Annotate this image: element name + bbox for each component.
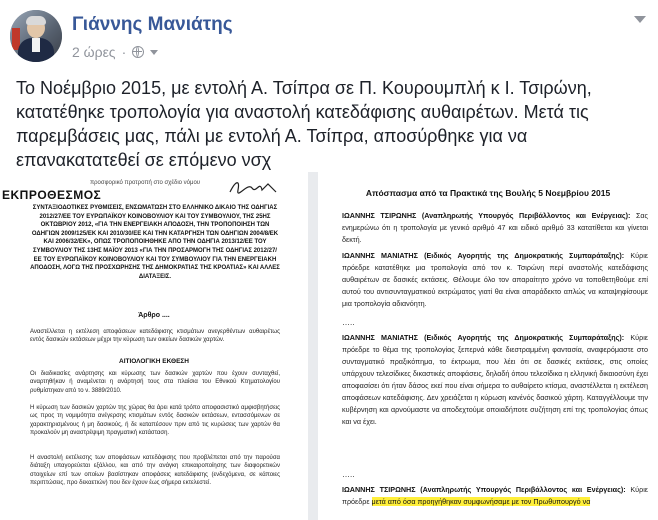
doc-top-line: προσφορικό προτροπή στο σχέδιο νόμου: [90, 180, 201, 186]
minutes-speech-4: [342, 484, 648, 508]
minutes-title: Απόσπασμα από τα Πρακτικά της Βουλής 5 Νοεμβρίου 2015: [365, 188, 611, 198]
doc-article-label: Άρθρο ....: [138, 312, 170, 319]
audience-caret-icon[interactable]: [150, 50, 158, 55]
chevron-down-icon[interactable]: [634, 16, 646, 23]
post-meta: [72, 44, 158, 60]
speaker-3: ΙΩΑΝΝΗΣ ΜΑΝΙΑΤΗΣ (Ειδικός Αγορητής της Δημοκρατικής Συμπαράταξης):: [342, 333, 625, 342]
post-header: [10, 10, 650, 64]
minutes-speech-3: [342, 332, 648, 428]
late-filing-stamp: ΕΚΠΡΟΘΕΣΜΟΣ: [2, 188, 102, 202]
parliament-minutes-image[interactable]: [318, 172, 658, 520]
omission-dots-1: …..: [342, 318, 355, 327]
minutes-speech-1: [342, 210, 648, 246]
highlighted-text: μετά από όσα προηγήθηκαν συμφωνήσαμε με τον Πρωθυπουργό να: [371, 497, 591, 506]
minutes-speech-2: [342, 250, 648, 310]
speech-2-text: Κύριε πρόεδρε κατατέθηκε μια τροπολογία από τον κ. Τσιρώνη περί αναστολής κατεδάφισης αυθαιρέτων σε δασικές εκτάσεις. Θέλουμε όλο τον απαραίτητο χρόνο να τοποθετηθούμε επί αυτού του αντισυνταγματικού εκτρώματος γιατί θα είναι απαράδεκτο απλώς να καταψηφίσουμε μια τροπολογία αδιανόητη.: [342, 251, 648, 308]
globe-icon[interactable]: [132, 46, 144, 58]
doc-paragraph-3: Η κύρωση των δασικών χαρτών της χώρας θα άρει κατά τρόπο αποφασιστικό αμφισβητήσεις ως προς τη νομιμότητα ανέγερσης κτισμάτων εντός δασικών εκτάσεων, εντασσόμενων σε χαρακτηρισμένους ή μη δασικούς, ή δε καταπέσουν πριν από τις κυρώσεις των χαρτών θα προκαλούν μη αναστρέψιμη πραγματική κατάσταση.: [30, 405, 280, 437]
omission-dots-2: …..: [342, 470, 355, 479]
doc-heading: ΣΥΝΤΑΞΙΟΔΟΤΙΚΕΣ ΡΥΘΜΙΣΕΙΣ, ΕΝΣΩΜΑΤΩΣΗ ΣΤΟ ΕΛΛΗΝΙΚΟ ΔΙΚΑΙΟ ΤΗΣ ΟΔΗΓΙΑΣ 2012/27/ΕΕ ΤΟΥ ΕΥΡΩΠΑΪΚΟΥ ΚΟΙΝΟΒΟΥΛΙΟΥ ΚΑΙ ΤΟΥ ΣΥΜΒΟΥΛΙΟΥ, ΤΗΣ 25ΗΣ ΟΚΤΩΒΡΙΟΥ 2012, «ΓΙΑ ΤΗΝ ΕΝΕΡΓΕΙΑΚΗ ΑΠΟΔΟΣΗ, ΤΗΝ ΤΡΟΠΟΠΟΙΗΣΗ ΤΩΝ ΟΔΗΓΙΩΝ 2009/125/ΕΚ ΚΑΙ 2010/30/ΕΕ ΚΑΙ ΤΗΝ ΚΑΤΑΡΓΗΣΗ ΤΩΝ ΟΔΗΓΙΩΝ 2004/8/ΕΚ ΚΑΙ 2006/32/ΕΚ», ΟΠΩΣ ΤΡΟΠΟΠΟΙΗΘΗΚΕ ΑΠΟ ΤΗΝ ΟΔΗΓΙΑ 2013/12/ΕΕ ΤΟΥ ΣΥΜΒΟΥΛΙΟΥ ΤΗΣ 13ΗΣ ΜΑΪΟΥ 2013 «ΓΙΑ ΤΗΝ ΠΡΟΣΑΡΜΟΓΗ ΤΗΣ ΟΔΗΓΙΑΣ 2012/27/ΕΕ ΤΟΥ ΕΥΡΩΠΑΪΚΟΥ ΚΟΙΝΟΒΟΥΛΙΟΥ ΚΑΙ ΤΟΥ ΣΥΜΒΟΥΛΙΟΥ ΓΙΑ ΤΗΝ ΕΝΕΡΓΕΙΑΚΗ ΑΠΟΔΟΣΗ, ΛΟΓΩ ΤΗΣ ΠΡΟΣΧΩΡΗΣΗΣ ΤΗΣ ΔΗΜΟΚΡΑΤΙΑΣ ΤΗΣ ΚΡΟΑΤΙΑΣ» ΚΑΙ ΑΛΛΕΣ ΔΙΑΤΑΞΕΙΣ.: [30, 205, 280, 280]
speech-1-text: Σας ενημερώνω ότι η τροπολογία με γενικό αριθμό 47 και ειδικό αριθμό 33 κατατίθεται και γίνεται δεκτή.: [342, 211, 649, 244]
post-media[interactable]: [0, 172, 658, 520]
doc-reasoning-heading: ΑΙΤΙΟΛΟΓΙΚΗ ΕΚΘΕΣΗ: [119, 358, 189, 365]
amendment-document-image[interactable]: [0, 172, 308, 520]
avatar[interactable]: [10, 10, 62, 62]
post-time[interactable]: 2 ώρες: [72, 44, 116, 60]
speech-4-lead: Κύριε πρόεδρε: [342, 485, 649, 506]
meta-separator: ·: [121, 44, 127, 60]
post-text: Το Νοέμβριο 2015, με εντολή Α. Τσίπρα σε Π. Κουρουμπλή κ Ι. Τσιρώνη, κατατέθηκε τροπολογία για αναστολή κατεδάφισης αυθαιρέτων. Μετά τις παρεμβάσεις μας, πάλι με εντολή Α. Τσίπρα, αποσύρθηκε για να επανακατατεθεί σε επόμενο νσχ: [16, 78, 592, 170]
doc-paragraph-4: Η αναστολή εκτέλεσης των αποφάσεων κατεδάφισης που προβλέπεται από την παρούσα διάταξη υπαγορεύεται εξάλλου, και από την ανάγκη επικαιροποίησης των διαφορετικών στοιχείων επί των οποίων βασίστηκαν αποφάσεις κατεδάφισης (ενδεχόμενα, σε κάποιες περιπτώσεις, προ δεκαετιών) που δεν έχουν έως σήμερα εκτελεστεί.: [30, 455, 280, 487]
speech-3-text: Κύριε πρόεδρε το θέμα της τροπολογίας ξεπερνά κάθε διεστραμμένη φαντασία, αναφερόμαστε στο συνταγματικό πραξικόπημα, το έκτρωμα, που λέει ότι σε δασικές εκτάσεις, στις οποίες υπάρχουν τελεσίδικες δικαστικές αποφάσεις, δηλαδή όπου τελεσίδικα η ελληνική δικαιοσύνη έχει αποφασίσει ότι ήταν δάσος εκεί που είναι σήμερα το αυθαίρετο κτίσμα, αναστέλλεται η εκτέλεση αποφάσεων κατεδάφισης. Δεν χρειάζεται η κύρωση κανένός δασικού χάρτη. Καταγγέλλουμε την κυβέρνηση και αρνούμαστε να αποδεχτούμε οποιαδήποτε συζήτηση επί της τροπολογίας όπως και να έχει.: [342, 333, 648, 426]
speaker-2: ΙΩΑΝΝΗΣ ΜΑΝΙΑΤΗΣ (Ειδικός Αγορητής της Δημοκρατικής Συμπαράταξης):: [342, 251, 625, 260]
signature-icon: [228, 178, 278, 196]
doc-paragraph-1: Αναστέλλεται η εκτέλεση αποφάσεων κατεδάφισης κτισμάτων ανεγερθέντων αυθαιρέτως εντός δασικών εκτάσεων μέχρι την κύρωση των οικείων δασικών χαρτών.: [30, 329, 280, 344]
doc-paragraph-2: Οι διαδικασίες ανάρτησης και κύρωσης των δασικών χαρτών που έχουν συνταχθεί, αναρτηθήκαν ή αναμένεται η ανάρτησή τους στα πλαίσια του Εθνικού Κτηματολογίου ρυθμίστηκαν από το ν. 3889/2010.: [30, 371, 280, 394]
author-name[interactable]: Γιάννης Μανιάτης: [72, 14, 233, 35]
speaker-4: ΙΩΑΝΝΗΣ ΤΣΙΡΩΝΗΣ (Αναπληρωτής Υπουργός Περιβάλλοντος και Ενέργειας):: [342, 485, 626, 494]
speaker-1: ΙΩΑΝΝΗΣ ΤΣΙΡΩΝΗΣ (Αναπληρωτής Υπουργός Περιβάλλοντος και Ενέργειας):: [342, 211, 631, 220]
